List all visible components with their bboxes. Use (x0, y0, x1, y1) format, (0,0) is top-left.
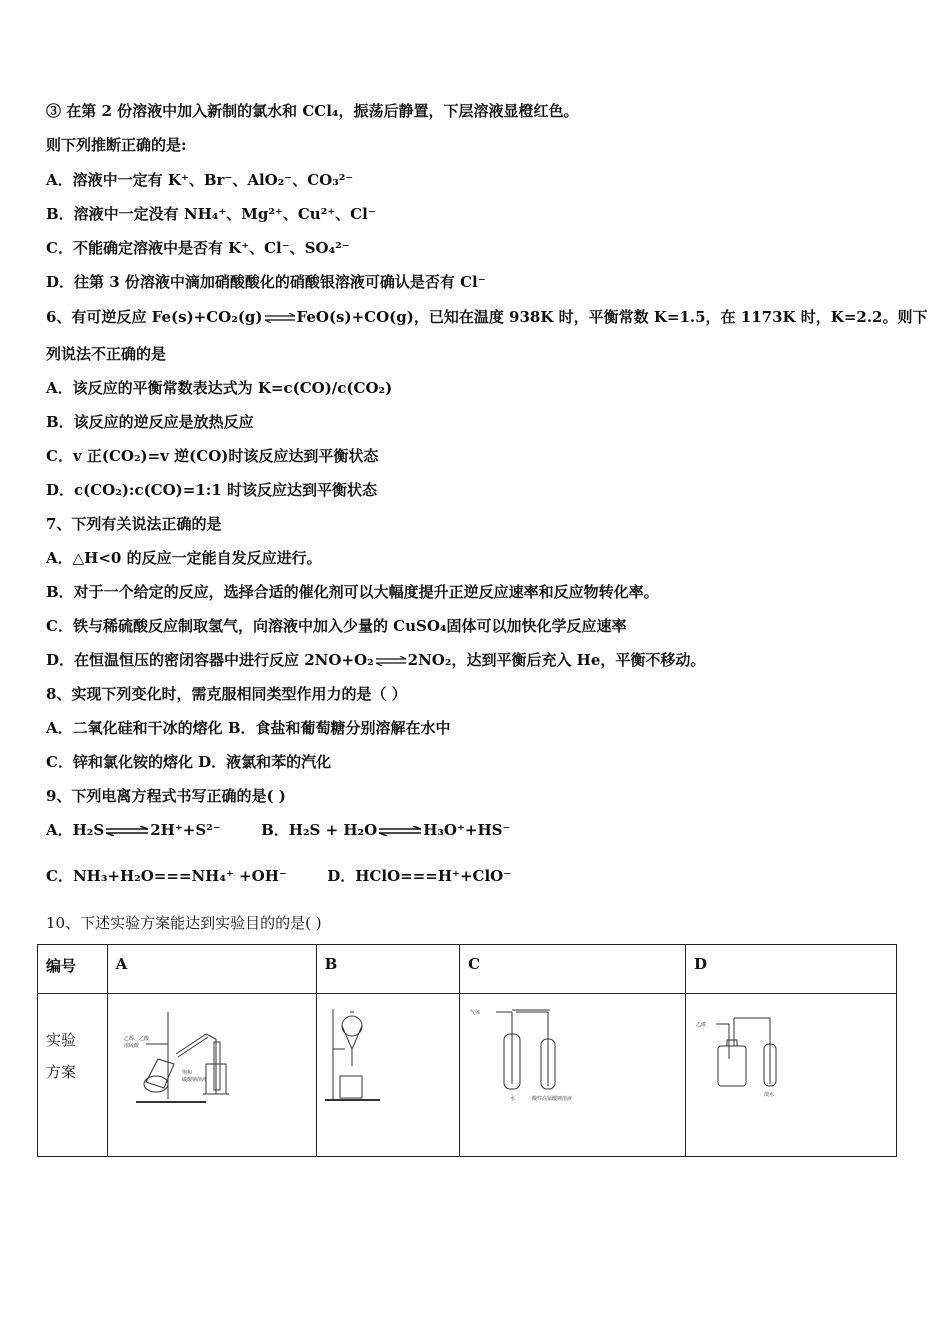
q7-option-d (46, 650, 705, 670)
q9-option-c: C．NH₃+H₂O===NH₄⁺ +OH⁻ (46, 867, 287, 885)
header-cell-id: 编号 (38, 945, 108, 994)
q5-option-c: C．不能确定溶液中是否有 K⁺、Cl⁻、SO₄²⁻ (46, 239, 350, 257)
q6-option-a: A．该反应的平衡常数表达式为 K=c(CO)/c(CO₂) (46, 379, 393, 397)
apparatus-a-label-1: 乙醇、乙酸 (123, 1036, 149, 1042)
q5-stem: 则下列推断正确的是: (46, 136, 187, 154)
apparatus-c-label-3: 酸性高锰酸钾溶液 (532, 1096, 573, 1102)
apparatus-c-label-1: 气体 (470, 1010, 481, 1016)
q5-step3: ③ 在第 2 份溶液中加入新制的氯水和 CCl₄，振荡后静置，下层溶液显橙红色。 (46, 102, 579, 120)
apparatus-cell-a (107, 994, 316, 1157)
q9-option-a-pre: A．H₂S (46, 821, 105, 839)
experiment-table (37, 944, 897, 1157)
q8-options-cd: C．锌和氯化铵的熔化 D．液氯和苯的汽化 (46, 753, 332, 771)
equilibrium-arrow-icon (265, 313, 295, 323)
q6-option-d: D．c(CO₂):c(CO)=1:1 时该反应达到平衡状态 (46, 481, 377, 499)
apparatus-d-label-2: 溴水 (764, 1092, 775, 1098)
equilibrium-arrow-icon (376, 656, 406, 666)
apparatus-c-label-2: 水 (510, 1096, 516, 1102)
q6-stem-pre: 6、有可逆反应 Fe(s)+CO₂(g) (46, 308, 263, 326)
q5-option-d: D．往第 3 份溶液中滴加硝酸酸化的硝酸银溶液可确认是否有 Cl⁻ (46, 273, 486, 291)
row-label (38, 994, 108, 1157)
q6-option-c: C．v 正(CO₂)=v 逆(CO)时该反应达到平衡状态 (46, 447, 379, 465)
q7-option-a: A．△H<0 的反应一定能自发反应进行。 (46, 549, 322, 567)
q8-options-ab: A．二氧化硅和干冰的熔化 B．食盐和葡萄糖分别溶解在水中 (46, 719, 451, 737)
q10-stem: 10、下述实验方案能达到实验目的的是( ) (46, 914, 322, 932)
apparatus-cell-b (316, 994, 459, 1157)
q9-option-b-pre: B．H₂S + H₂O (261, 821, 378, 839)
q9-option-a-post: 2H⁺+S²⁻ (150, 821, 221, 839)
q8-stem: 8、实现下列变化时，需克服相同类型作用力的是（ ） (46, 685, 407, 703)
header-cell-a: A (107, 945, 316, 994)
equilibrium-arrow-icon (106, 826, 148, 836)
separatory-funnel-apparatus-icon (325, 1004, 385, 1104)
q6-stem-post: FeO(s)+CO(g)，已知在温度 938K 时，平衡常数 K=1.5，在 1173K 时，K=2.2。则下 (296, 308, 928, 326)
header-cell-b: B (316, 945, 459, 994)
q7-stem: 7、下列有关说法正确的是 (46, 515, 222, 533)
q9-option-d: D．HClO===H⁺+ClO⁻ (327, 867, 512, 885)
row-label-line2: 方案 (46, 1063, 77, 1081)
q7-option-b: B．对于一个给定的反应，选择合适的催化剂可以大幅度提升正逆反应速率和反应物转化率。 (46, 583, 659, 601)
q7-option-d-post: 2NO₂，达到平衡后充入 He，平衡不移动。 (407, 651, 706, 669)
q7-option-d-pre: D．在恒温恒压的密闭容器中进行反应 2NO+O₂ (46, 651, 374, 669)
q9-option-b-post: H₃O⁺+HS⁻ (423, 821, 511, 839)
q5-option-b: B．溶液中一定没有 NH₄⁺、Mg²⁺、Cu²⁺、Cl⁻ (46, 205, 376, 223)
q9-stem: 9、下列电离方程式书写正确的是( ) (46, 787, 286, 805)
table-header-row (38, 945, 897, 994)
apparatus-cell-c (460, 994, 686, 1157)
header-cell-d: D (686, 945, 897, 994)
row-label-line1: 实验 (46, 1031, 77, 1049)
apparatus-d-label-1: 乙烯 (696, 1022, 707, 1028)
q7-option-c: C．铁与稀硫酸反应制取氢气，向溶液中加入少量的 CuSO₄固体可以加快化学反应速率 (46, 617, 627, 635)
q5-option-a: A．溶液中一定有 K⁺、Br⁻、AlO₂⁻、CO₃²⁻ (46, 171, 354, 189)
apparatus-cell-d (686, 994, 897, 1157)
apparatus-a-label-4: 碳酸钠溶液 (181, 1077, 207, 1083)
esterification-apparatus-icon (116, 1004, 306, 1114)
apparatus-a-label-2: 浓硫酸 (123, 1043, 139, 1049)
q6-stem-cont: 列说法不正确的是 (46, 345, 167, 363)
gas-wash-apparatus-icon (468, 1004, 668, 1104)
q6-stem (46, 307, 927, 327)
bromine-water-apparatus-icon (694, 1004, 884, 1104)
q9-options-cd (46, 866, 511, 886)
header-cell-c: C (460, 945, 686, 994)
q9-options-ab (46, 820, 510, 840)
table-row (38, 994, 897, 1157)
apparatus-a-label-3: 饱和 (181, 1070, 192, 1076)
q6-option-b: B．该反应的逆反应是放热反应 (46, 413, 254, 431)
equilibrium-arrow-icon (379, 826, 421, 836)
